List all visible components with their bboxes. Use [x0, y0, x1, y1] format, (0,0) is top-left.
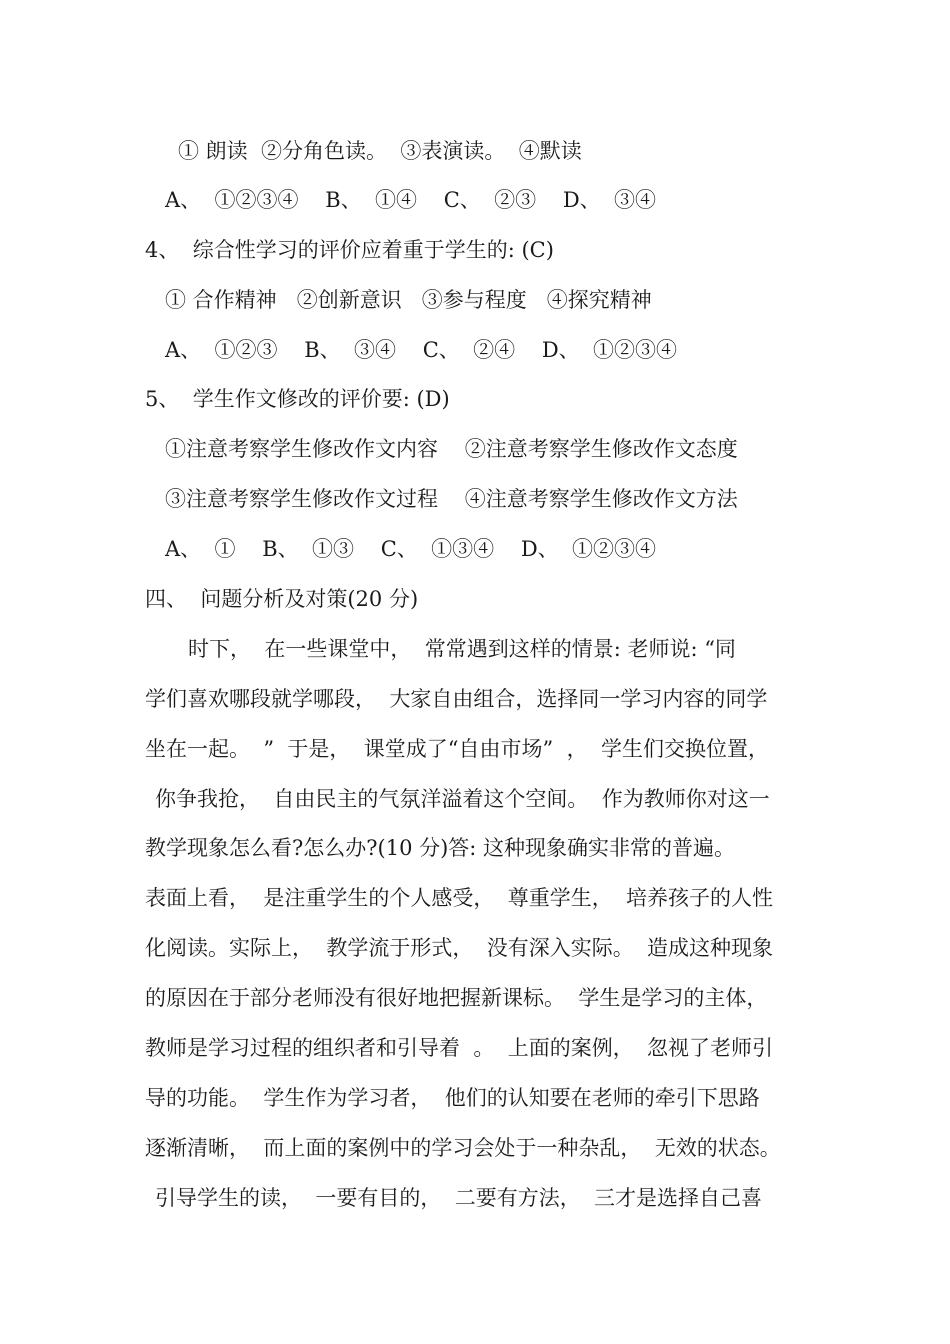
text-line: 学们喜欢哪段就学哪段， 大家自由组合，选择同一学习内容的同学	[145, 687, 768, 711]
text-line: 教学现象怎么看?怎么办?(10 分)答: 这种现象确实非常的普遍。	[145, 836, 736, 860]
text-line: ① 合作精神 ②创新意识 ③参与程度 ④探究精神	[165, 288, 652, 312]
text-line: 逐渐清晰， 而上面的案例中的学习会处于一种杂乱， 无效的状态。	[145, 1136, 781, 1160]
text-line: A、 ① B、 ①③ C、 ①③④ D、 ①②③④	[165, 537, 657, 561]
text-line: ①注意考察学生修改作文内容 ②注意考察学生修改作文态度	[165, 437, 738, 461]
text-line: 坐在一起。 ” 于是， 课堂成了“自由市场” ， 学生们交换位置，	[145, 737, 769, 761]
text-line: 时下， 在一些课堂中， 常常遇到这样的情景: 老师说: “同	[188, 637, 736, 661]
text-line: ③注意考察学生修改作文过程 ④注意考察学生修改作文方法	[165, 487, 738, 511]
text-line: 引导学生的读， 一要有目的， 二要有方法， 三才是选择自己喜	[155, 1186, 763, 1210]
text-line: 化阅读。实际上， 教学流于形式， 没有深入实际。 造成这种现象	[145, 936, 774, 960]
text-line: 4、 综合性学习的评价应着重于学生的: (C)	[145, 238, 554, 262]
text-line: 教师是学习过程的组织者和引导着 。 上面的案例， 忽视了老师引	[145, 1036, 774, 1060]
section-heading: 四、 问题分析及对策(20 分)	[145, 587, 419, 611]
text-line: A、 ①②③ B、 ③④ C、 ②④ D、 ①②③④	[165, 338, 678, 362]
text-line: ① 朗读 ②分角色读。 ③表演读。 ④默读	[178, 139, 582, 163]
text-line: 5、 学生作文修改的评价要: (D)	[145, 387, 450, 411]
text-line: 的原因在于部分老师没有很好地把握新课标。 学生是学习的主体，	[145, 986, 768, 1010]
text-line: A、 ①②③④ B、 ①④ C、 ②③ D、 ③④	[165, 188, 657, 212]
text-line: 导的功能。 学生作为学习者， 他们的认知要在老师的牵引下思路	[145, 1086, 760, 1110]
text-line: 你争我抢， 自由民主的气氛洋溢着这个空间。 作为教师你对这一	[155, 787, 770, 811]
text-line: 表面上看， 是注重学生的个人感受， 尊重学生， 培养孩子的人性	[145, 886, 774, 910]
